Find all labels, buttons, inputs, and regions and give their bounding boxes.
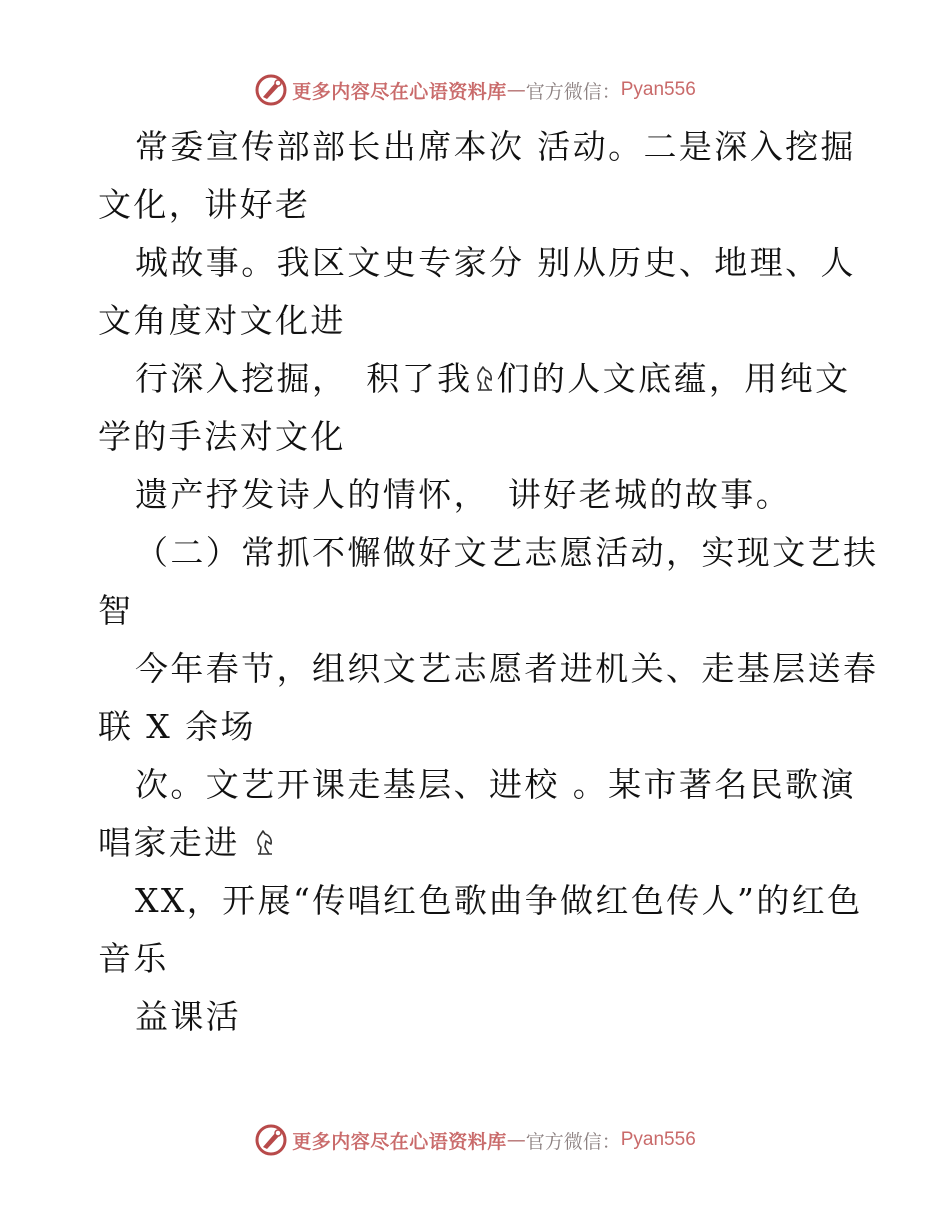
document-body	[98, 118, 879, 1046]
red-circle-logo-icon	[254, 73, 288, 107]
text-line: 益课活	[135, 997, 242, 1036]
footer-banner	[0, 1120, 950, 1160]
wechat-id: Pyan556	[620, 1129, 696, 1150]
red-circle-logo-icon	[254, 1123, 288, 1157]
brand-text: 更多内容尽在心语资料库	[292, 80, 507, 103]
chess-knight-glyph-icon	[253, 827, 277, 857]
text-line: XX，开展“传唱红色歌曲争做红色传人”的红色	[135, 881, 863, 920]
wechat-label: 官方微信：	[525, 1130, 621, 1153]
chess-knight-glyph-icon	[473, 363, 497, 393]
text-line: 文角度对文化进	[98, 301, 346, 340]
text-line: 学的手法对文化	[98, 417, 346, 456]
text-line: 智	[98, 591, 134, 630]
text-line: 次。文艺开课走基层、进校 。某市著名民歌演	[135, 765, 856, 804]
banner-dash: —	[506, 79, 526, 101]
text-line: 常委宣传部部长出席本次 活动。二是深入挖掘	[135, 127, 856, 166]
wechat-id: Pyan556	[620, 79, 696, 100]
brand-text: 更多内容尽在心语资料库	[292, 1130, 507, 1153]
section-heading: （二）常抓不懈做好文艺志愿活动，实现文艺扶	[135, 533, 879, 572]
text-line: 文化，讲好老	[98, 185, 311, 224]
text-line: 遗产抒发诗人的情怀， 讲好老城的故事。	[135, 475, 792, 514]
wechat-label: 官方微信：	[525, 80, 621, 103]
banner-dash: —	[506, 1129, 526, 1151]
text-line: 唱家走进	[98, 814, 858, 872]
text-line: 行深入挖掘， 积了我 们的人文底蕴，用纯文	[135, 359, 851, 398]
text-line: 音乐	[98, 939, 169, 978]
text-line: 城故事。我区文史专家分 别从历史、地理、人	[135, 243, 856, 282]
text-line: 联 X 余场	[98, 707, 256, 746]
header-banner	[0, 70, 950, 110]
text-line: 今年春节，组织文艺志愿者进机关、走基层送春	[135, 649, 879, 688]
